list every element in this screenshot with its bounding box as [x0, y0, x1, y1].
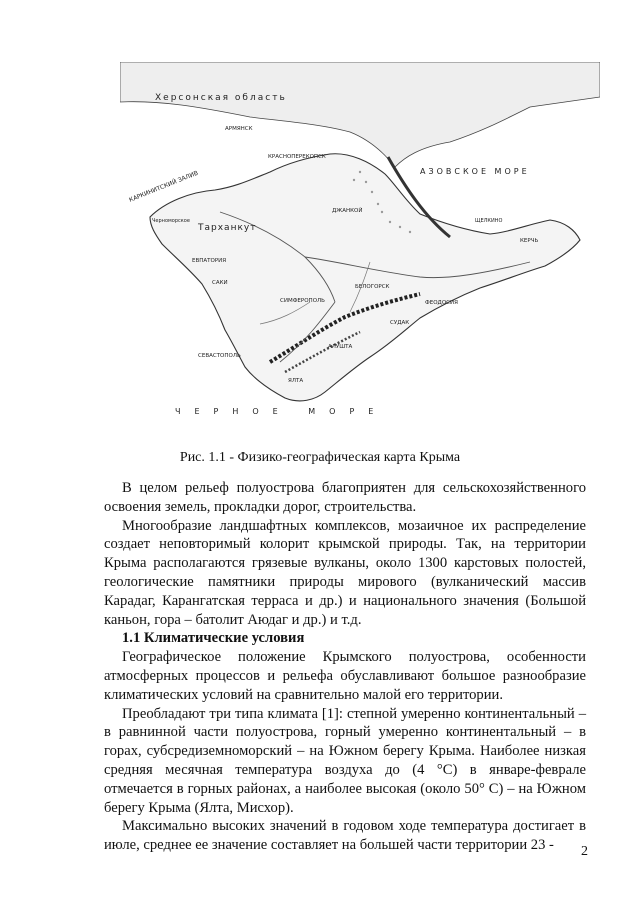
- label-dzhankoy: ДЖАНКОЙ: [332, 208, 363, 214]
- paragraph-climate-conditions: Географическое положение Крымского полуострова, особенности атмосферных процессов и рельефа обуславливают большое разнообразие климатических условий на сравнительно малой его территории.: [104, 649, 586, 703]
- figure-caption: Рис. 1.1 - Физико-географическая карта Крыма: [179, 450, 461, 465]
- label-evpatoria: ЕВПАТОРИЯ: [192, 258, 227, 264]
- label-simferopol: СИМФЕРОПОЛЬ: [280, 298, 325, 304]
- label-alushta: АЛУШТА: [328, 344, 353, 350]
- label-yalta: ЯЛТА: [288, 378, 304, 384]
- page-number: 2: [581, 844, 588, 859]
- body-text: [104, 479, 586, 855]
- paragraph-relief: В целом рельеф полуострова благоприятен для сельскохозяйственного освоения земель, прокладки дорог, строительства.: [104, 480, 586, 515]
- paragraph-climate-types: Преобладают три типа климата [1]: степной умеренно континентальный – в равнинной части полуострова, горный умеренно континентальный – в горах, субсредиземноморский – на Южном берегу Крыма. Наиболее низкая средняя месячная температура воздуха до (4 °С) в январе-феврале отмечается в горных районах, а наиболее высокая (около 50° С) – на Южном берегу Крыма (Ялта, Мисхор).: [104, 705, 586, 816]
- label-karkinit-bay: КАРКИНИТСКИЙ ЗАЛИВ: [128, 169, 200, 204]
- map-graphic: [120, 62, 600, 420]
- label-kherson: Херсонская область: [155, 93, 287, 103]
- label-krasnoperekopsk: КРАСНОПЕРЕКОПСК: [268, 154, 326, 160]
- label-shchelkino: ЩЕЛКИНО: [475, 218, 503, 224]
- label-sudak: СУДАК: [390, 320, 410, 326]
- paragraph-temperature: Максимально высоких значений в годовом ходе температура достигает в июле, среднее ее значение составляет на большей части территории 23 -: [104, 818, 586, 854]
- label-armyansk: АРМЯНСК: [225, 126, 253, 132]
- section-heading: 1.1 Климатические условия: [122, 630, 305, 647]
- label-sevastopol: СЕВАСТОПОЛЬ: [198, 353, 241, 359]
- paragraph-landscapes: Многообразие ландшафтных комплексов, мозаичное их распределение создает неповторимый колорит крымской природы. Так, на территории Крыма располагаются грязевые вулканы, около 1300 карстовых полостей, геологические памятники природы мирового (вулканический массив Карадаг, Карангатская терраса и др.) и национального значения (Большой каньон, гора – батолит Аюдаг и др.) и т.д.: [104, 517, 586, 628]
- label-feodosia: ФЕОДОСИЯ: [425, 300, 458, 306]
- label-chornomorske: Черноморское: [152, 218, 190, 224]
- label-azov-sea: АЗОВСКОЕ МОРЕ: [420, 167, 530, 176]
- crimea-map: [120, 62, 600, 420]
- label-saki: САКИ: [212, 280, 228, 286]
- label-tarkhankut: Тарханкут: [198, 223, 257, 233]
- mainland-shape: [120, 62, 600, 167]
- label-black-sea: ЧЕРНОЕ МОРЕ: [175, 407, 388, 416]
- label-kerch: КЕРЧЬ: [520, 238, 539, 244]
- label-belogorsk: БЕЛОГОРСК: [355, 284, 390, 290]
